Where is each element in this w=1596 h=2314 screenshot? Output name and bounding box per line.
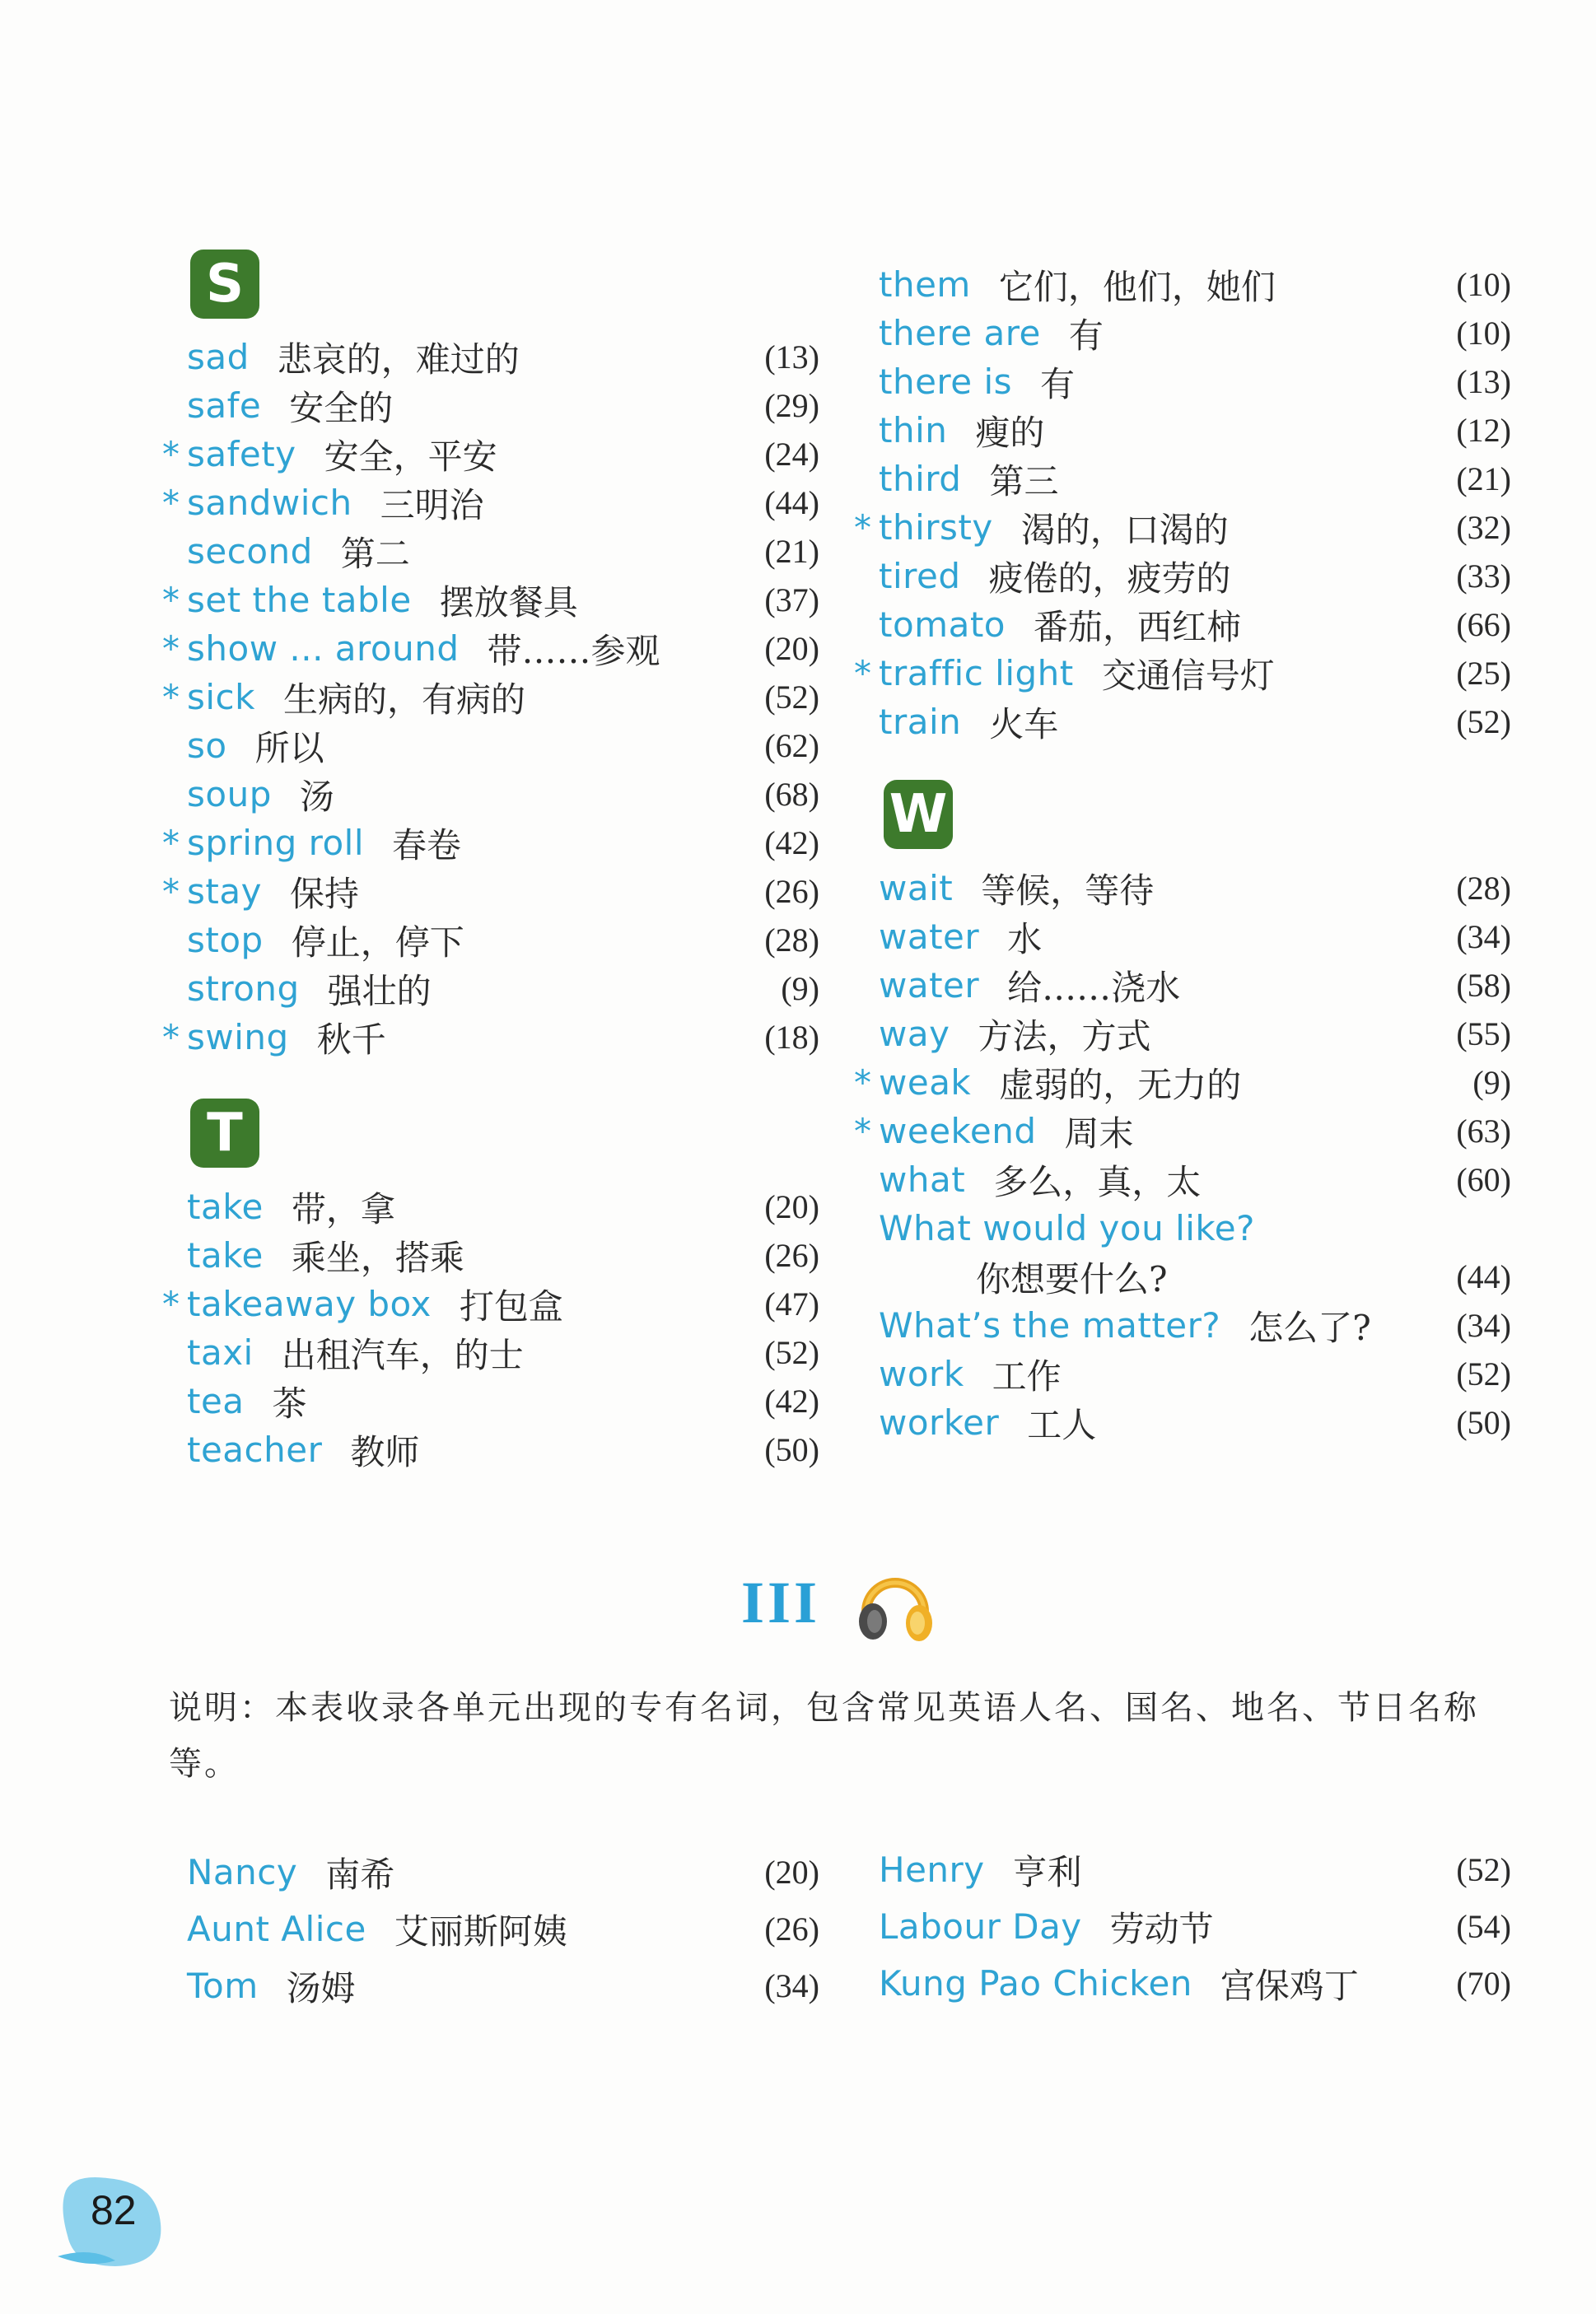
entry-page-ref: (34): [1456, 918, 1511, 955]
list-item: [856, 1058, 1511, 1107]
optional-star: *: [854, 1062, 871, 1103]
entry-word: set the table: [187, 580, 412, 620]
entry-word: safety: [187, 434, 296, 474]
entry-meaning: 汤: [299, 776, 334, 817]
entry-meaning: 工人: [1027, 1404, 1097, 1445]
entry-meaning: 怎么了?: [1248, 1307, 1371, 1348]
list-item: [162, 1280, 819, 1328]
list-item: [856, 1010, 1511, 1058]
entry-meaning: 生病的，有病的: [282, 679, 525, 720]
entry-meaning: 疲倦的，疲劳的: [988, 558, 1231, 599]
list-item: [856, 503, 1511, 552]
entry-page-ref: (54): [1456, 1908, 1511, 1945]
list-item: [856, 406, 1511, 455]
entry-page-ref: (63): [1456, 1113, 1511, 1150]
list-item: [856, 1959, 1511, 2008]
entry-word: teacher: [187, 1430, 323, 1470]
list-item: [856, 309, 1511, 357]
entry-meaning: 第三: [989, 460, 1059, 502]
entry-word: Tom: [187, 1966, 259, 2006]
entry-word: thin: [879, 410, 948, 450]
entry-meaning: 有: [1040, 363, 1076, 404]
list-item: [162, 624, 819, 673]
page-number: 82: [91, 2187, 137, 2233]
entry-meaning: 多么，真，太: [993, 1161, 1202, 1202]
list-item: [165, 527, 819, 576]
entry-page-ref: (68): [764, 776, 819, 813]
entry-word: water: [879, 965, 980, 1005]
entry-meaning: 你想要什么?: [976, 1258, 1168, 1299]
entry-page-ref: (21): [764, 533, 819, 570]
entry-meaning: 瘦的: [975, 412, 1045, 453]
entry-meaning: 停止，停下: [291, 921, 464, 963]
entry-word: them: [879, 264, 971, 305]
entry-meaning: 摆放餐具: [439, 581, 578, 623]
optional-star: *: [162, 1017, 180, 1057]
list-item: [165, 1377, 819, 1425]
entry-page-ref: (33): [1456, 558, 1511, 595]
entry-page-ref: (42): [764, 824, 819, 861]
entry-page-ref: (34): [764, 1967, 819, 2004]
entry-page-ref: (44): [764, 484, 819, 521]
entry-page-ref: (50): [764, 1431, 819, 1468]
letter-badge-t: T: [190, 1099, 259, 1168]
entry-meaning: 南希: [325, 1854, 395, 1895]
list-item: [856, 1398, 1511, 1447]
list-item: [162, 576, 819, 624]
entry-meaning: 火车: [989, 703, 1059, 744]
list-item: [162, 1013, 819, 1061]
entry-word: second: [187, 531, 313, 572]
entry-page-ref: (47): [764, 1285, 819, 1323]
entry-word: traffic light: [879, 653, 1074, 693]
optional-star: *: [162, 823, 180, 863]
list-item: [856, 1107, 1511, 1155]
optional-star: *: [162, 434, 180, 474]
list-item: [856, 552, 1511, 600]
entry-page-ref: (52): [1456, 1851, 1511, 1888]
optional-star: *: [162, 871, 180, 912]
list-item: [165, 916, 819, 964]
entry-page-ref: (10): [1456, 266, 1511, 303]
entry-page-ref: (70): [1456, 1965, 1511, 2002]
entry-word: Nancy: [187, 1852, 298, 1892]
entry-page-ref: (50): [1456, 1404, 1511, 1441]
entry-word: take: [187, 1235, 264, 1276]
list-item: [856, 1253, 1511, 1301]
entry-meaning: 水: [1007, 918, 1043, 959]
entry-meaning: 亨利: [1012, 1851, 1082, 1892]
list-item: [856, 912, 1511, 961]
entry-page-ref: (66): [1456, 606, 1511, 643]
entry-word: Aunt Alice: [187, 1909, 366, 1949]
optional-star: *: [854, 1111, 871, 1151]
entry-word: spring roll: [187, 823, 364, 863]
entry-word: work: [879, 1354, 964, 1394]
entry-meaning: 茶: [272, 1383, 307, 1424]
list-item: [856, 864, 1511, 912]
list-item: [856, 357, 1511, 406]
entry-meaning: 工作: [992, 1355, 1062, 1397]
optional-star: *: [162, 677, 180, 717]
entry-page-ref: (60): [1456, 1161, 1511, 1198]
section-note: 说明：本表收录各单元出现的专有名词，包含常见英语人名、国名、地名、节日名称等。: [169, 1689, 1479, 1783]
entry-meaning: 保持: [289, 873, 359, 914]
entry-word: there is: [879, 362, 1013, 402]
entry-meaning: 悲哀的，难过的: [277, 338, 520, 380]
entry-page-ref: (52): [764, 679, 819, 716]
entry-word: weak: [879, 1062, 972, 1103]
list-item: [165, 964, 819, 1013]
list-item: [856, 1204, 1511, 1253]
entry-page-ref: (34): [1456, 1307, 1511, 1344]
entry-page-ref: (32): [1456, 509, 1511, 546]
list-item: [165, 1425, 819, 1474]
list-item: [165, 381, 819, 430]
entry-meaning: 秋千: [316, 1019, 386, 1060]
entry-meaning: 给……浇水: [1007, 967, 1181, 1008]
entry-meaning: 渴的，口渴的: [1020, 509, 1229, 550]
entry-meaning: 所以: [254, 727, 324, 768]
entry-word: stop: [187, 920, 264, 960]
entry-word: tired: [879, 556, 961, 596]
entry-meaning: 番茄，西红柿: [1033, 606, 1241, 647]
entry-word: Kung Pao Chicken: [879, 1963, 1192, 2004]
letter-badge-s: S: [190, 250, 259, 319]
list-item: [856, 260, 1511, 309]
list-item: [165, 1231, 819, 1280]
entry-page-ref: (58): [1456, 967, 1511, 1004]
entry-page-ref: (42): [764, 1383, 819, 1420]
entry-word: what: [879, 1159, 966, 1200]
entry-page-ref: (28): [1456, 870, 1511, 907]
entry-word: What’s the matter?: [879, 1305, 1221, 1346]
entry-meaning: 安全，平安: [324, 436, 497, 477]
entry-page-ref: (44): [1456, 1258, 1511, 1295]
entry-word: taxi: [187, 1332, 254, 1373]
entry-meaning: 虚弱的，无力的: [999, 1064, 1242, 1105]
entry-meaning: 周末: [1064, 1113, 1134, 1154]
entry-word: Henry: [879, 1850, 985, 1890]
entry-meaning: 教师: [350, 1431, 420, 1472]
entry-word: show ... around: [187, 628, 460, 669]
entry-word: What would you like?: [879, 1208, 1255, 1248]
optional-star: *: [162, 483, 180, 523]
list-item: [856, 1902, 1511, 1951]
optional-star: *: [162, 628, 180, 669]
list-item: [165, 770, 819, 819]
entry-page-ref: (26): [764, 873, 819, 910]
entry-meaning: 带……参观: [487, 630, 660, 671]
entry-word: safe: [187, 385, 262, 426]
entry-meaning: 劳动节: [1109, 1908, 1214, 1949]
entry-meaning: 有: [1068, 315, 1104, 356]
list-item: [165, 1183, 819, 1231]
optional-star: *: [162, 580, 180, 620]
entry-meaning: 出租汽车，的士: [281, 1334, 524, 1375]
entry-word: sandwich: [187, 483, 352, 523]
entry-page-ref: (20): [764, 1188, 819, 1225]
entry-word: strong: [187, 968, 300, 1009]
list-item: [165, 1905, 819, 1953]
list-item: [162, 673, 819, 721]
entry-word: soup: [187, 774, 272, 814]
entry-page-ref: (20): [764, 630, 819, 667]
headphones-icon: [850, 1561, 940, 1651]
entry-word: water: [879, 917, 980, 957]
list-item: [165, 1848, 819, 1896]
entry-page-ref: (9): [781, 970, 819, 1007]
entry-meaning: 方法，方式: [978, 1015, 1151, 1057]
entry-page-ref: (52): [1456, 703, 1511, 740]
entry-word: tomato: [879, 604, 1006, 645]
list-item: [856, 697, 1511, 746]
list-item: [162, 819, 819, 867]
optional-star: *: [162, 1284, 180, 1324]
entry-meaning: 等候，等待: [981, 870, 1155, 911]
entry-meaning: 汤姆: [286, 1967, 356, 2008]
entry-word: thirsty: [879, 507, 993, 548]
list-item: [165, 333, 819, 381]
entry-word: there are: [879, 313, 1041, 353]
list-item: [162, 430, 819, 478]
entry-page-ref: (26): [764, 1910, 819, 1948]
list-item: [856, 1350, 1511, 1398]
entry-page-ref: (13): [1456, 363, 1511, 400]
optional-star: *: [854, 653, 871, 693]
entry-word: wait: [879, 868, 954, 908]
section-three-title: III: [741, 1570, 821, 1635]
entry-word: way: [879, 1014, 950, 1054]
letter-badge-w: W: [884, 780, 953, 849]
entry-page-ref: (18): [764, 1019, 819, 1056]
entry-meaning: 强壮的: [327, 970, 432, 1011]
list-item: [856, 1301, 1511, 1350]
entry-meaning: 它们，他们，她们: [998, 266, 1276, 307]
entry-page-ref: (52): [764, 1334, 819, 1371]
entry-word: take: [187, 1187, 264, 1227]
list-item: [165, 1328, 819, 1377]
list-item: [165, 721, 819, 770]
entry-meaning: 交通信号灯: [1101, 655, 1275, 696]
entry-page-ref: (10): [1456, 315, 1511, 352]
entry-meaning: 带，拿: [291, 1188, 395, 1229]
entry-word: sick: [187, 677, 255, 717]
entry-meaning: 乘坐，搭乘: [291, 1237, 464, 1278]
entry-page-ref: (25): [1456, 655, 1511, 692]
entry-meaning: 艾丽斯阿姨: [394, 1910, 567, 1952]
list-item: [165, 1962, 819, 2010]
list-item: [162, 867, 819, 916]
entry-word: worker: [879, 1402, 1000, 1443]
entry-page-ref: (37): [764, 581, 819, 618]
entry-page-ref: (12): [1456, 412, 1511, 449]
entry-word: weekend: [879, 1111, 1037, 1151]
entry-page-ref: (52): [1456, 1355, 1511, 1393]
entry-word: sad: [187, 337, 250, 377]
entry-meaning: 三明治: [380, 484, 484, 525]
entry-page-ref: (21): [1456, 460, 1511, 497]
entry-meaning: 安全的: [289, 387, 394, 428]
entry-word: so: [187, 725, 227, 766]
entry-meaning: 宫保鸡丁: [1220, 1965, 1359, 2006]
optional-star: *: [854, 507, 871, 548]
entry-page-ref: (20): [764, 1854, 819, 1891]
entry-word: train: [879, 702, 962, 742]
entry-page-ref: (28): [764, 921, 819, 959]
list-item: [162, 478, 819, 527]
list-item: [856, 455, 1511, 503]
entry-word: takeaway box: [187, 1284, 432, 1324]
entry-page-ref: (26): [764, 1237, 819, 1274]
list-item: [856, 1155, 1511, 1204]
entry-page-ref: (29): [764, 387, 819, 424]
entry-meaning: 第二: [340, 533, 410, 574]
entry-word: third: [879, 459, 962, 499]
entry-word: Labour Day: [879, 1906, 1082, 1947]
list-item: [856, 600, 1511, 649]
entry-page-ref: (24): [764, 436, 819, 473]
entry-page-ref: (55): [1456, 1015, 1511, 1052]
entry-word: tea: [187, 1381, 245, 1421]
list-item: [856, 1845, 1511, 1894]
entry-meaning: 春卷: [392, 824, 462, 865]
entry-page-ref: (13): [764, 338, 819, 376]
entry-page-ref: (9): [1472, 1064, 1511, 1101]
entry-meaning: 打包盒: [459, 1285, 563, 1327]
entry-word: stay: [187, 871, 262, 912]
entry-word: swing: [187, 1017, 289, 1057]
list-item: [856, 649, 1511, 697]
entry-page-ref: (62): [764, 727, 819, 764]
list-item: [856, 961, 1511, 1010]
